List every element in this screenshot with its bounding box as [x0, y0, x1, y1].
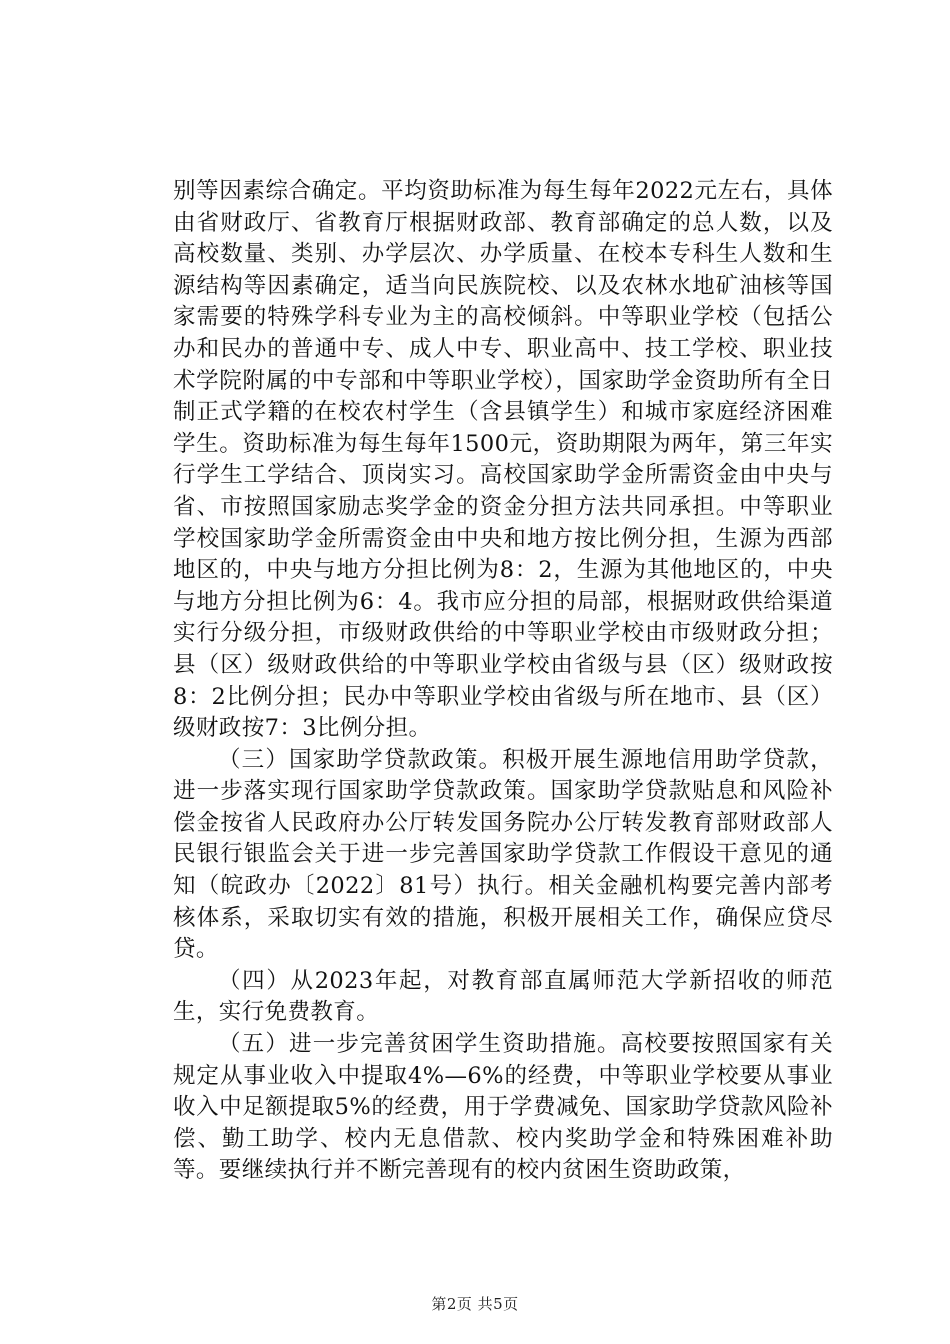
page-footer: [0, 1294, 950, 1314]
paragraph-free-teacher-education: （四）从2023年起，对教育部直属师范大学新招收的师范生，实行免费教育。: [173, 967, 833, 1026]
paragraph-funding-standards: 别等因素综合确定。平均资助标准为每生每年2022元左右，具体由省财政厅、省教育厅根据财政部、教育部确定的总人数，以及高校数量、类别、办学层次、办学质量、在校本专科生人数和生源结构等因素确定，适当向民族院校、以及农林水地矿油核等国家需要的特殊学科专业为主的高校倾斜。中等职业学校（包括公办和民办的普通中专、成人中专、职业高中、技工学校、职业技术学院附属的中专部和中等职业学校），国家助学金资助所有全日制正式学籍的在校农村学生（含县镇学生）和城市家庭经济困难学生。资助标准为每生每年1500元，资助期限为两年，第三年实行学生工学结合、顶岗实习。高校国家助学金所需资金由中央与省、市按照国家励志奖学金的资金分担方法共同承担。中等职业学校国家助学金所需资金由中央和地方按比例分担，生源为西部地区的，中央与地方分担比例为8：2，生源为其他地区的，中央与地方分担比例为6：4。我市应分担的局部，根据财政供给渠道实行分级分担，市级财政供给的中等职业学校由市级财政分担；县（区）级财政供给的中等职业学校由省级与县（区）级财政按8：2比例分担；民办中等职业学校由省级与所在地市、县（区）级财政按7：3比例分担。: [173, 178, 833, 742]
page-number: 第2页 共5页: [431, 1295, 519, 1313]
paragraph-student-loan-policy: （三）国家助学贷款政策。积极开展生源地信用助学贷款，进一步落实现行国家助学贷款政策。国家助学贷款贴息和风险补偿金按省人民政府办公厅转发国务院办公厅转发教育部财政部人民银行银监会关于进一步完善国家助学贷款工作假设干意见的通知（皖政办〔2022〕81号）执行。相关金融机构要完善内部考核体系，采取切实有效的措施，积极开展相关工作，确保应贷尽贷。: [173, 746, 833, 963]
paragraph-poverty-aid-measures: （五）进一步完善贫困学生资助措施。高校要按照国家有关规定从事业收入中提取4%—6%的经费，中等职业学校要从事业收入中足额提取5%的经费，用于学费减免、国家助学贷款风险补偿、勤工助学、校内无息借款、校内奖助学金和特殊困难补助等。要继续执行并不断完善现有的校内贫困生资助政策，: [173, 1031, 833, 1184]
body-text: [173, 176, 833, 1187]
